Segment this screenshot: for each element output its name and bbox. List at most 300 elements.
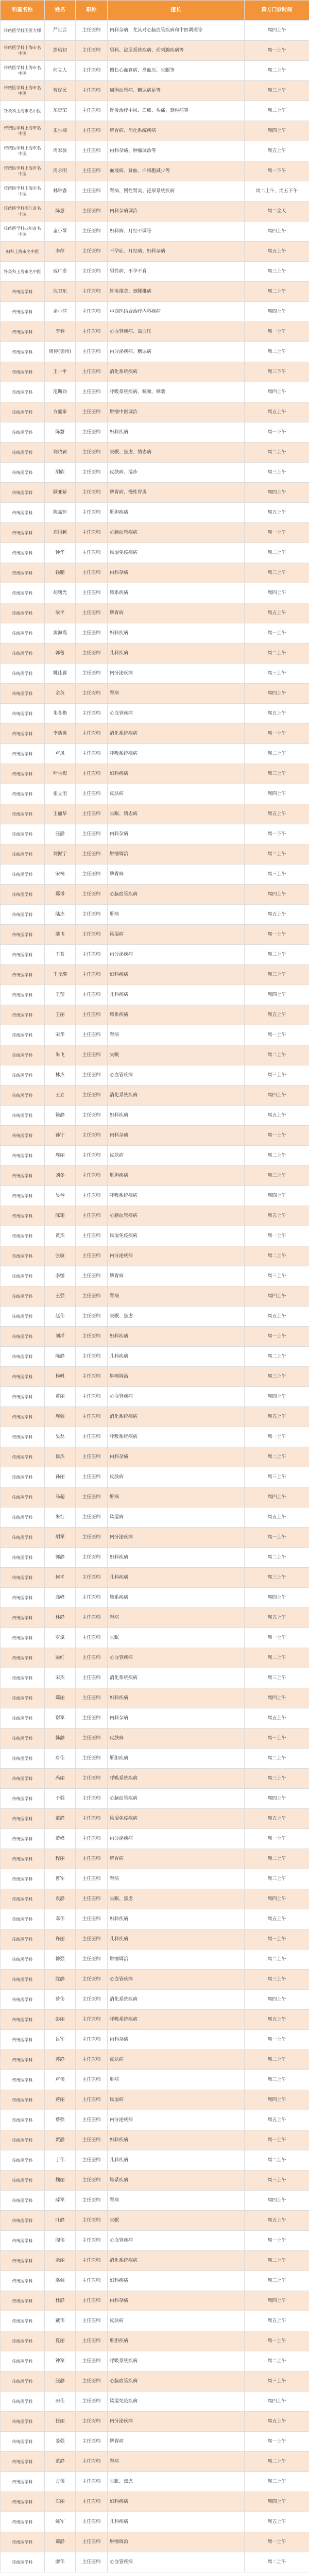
title-cell: 主任医师	[76, 664, 108, 684]
specialty-cell: 失眠	[108, 2211, 245, 2231]
doctor-name-cell: 苏静	[45, 2050, 76, 2070]
clinic-time-cell: 周二上午	[245, 1347, 309, 1367]
doctor-name-cell: 丁伟	[45, 2150, 76, 2171]
department-cell: 传统医学科	[1, 1688, 45, 1708]
department-cell: 传统医学科上海市名中医	[1, 61, 45, 81]
title-cell: 主任医师	[76, 1086, 108, 1106]
title-cell: 主任医师	[76, 222, 108, 242]
department-cell: 传统医学科	[1, 623, 45, 643]
specialty-cell: 儿科疾病	[108, 2512, 245, 2532]
doctor-name-cell: 方伟	[45, 2472, 76, 2492]
doctor-name-cell: 王丽华	[45, 804, 76, 824]
table-row	[1, 161, 309, 181]
clinic-time-cell: 周二上午	[245, 2452, 309, 2472]
clinic-time-cell: 周五上午	[245, 2311, 309, 2331]
clinic-time-cell: 周二上午	[245, 1749, 309, 1769]
title-cell: 主任医师	[76, 1909, 108, 1929]
table-row	[1, 2412, 309, 2432]
specialty-cell: 内科杂病，尤其对心脑血管疾病和中医调理等	[108, 21, 245, 41]
table-row	[1, 1367, 309, 1387]
doctor-name-cell: 袁静	[45, 1889, 76, 1909]
specialty-cell: 风湿病	[108, 1507, 245, 1528]
department-cell: 传统医学科	[1, 1045, 45, 1065]
specialty-cell: 心血管疾病	[108, 1970, 245, 1990]
department-cell: 传统医学科	[1, 543, 45, 563]
doctor-name-cell: 卢伟	[45, 2070, 76, 2090]
clinic-time-cell: 周五上午	[245, 1608, 309, 1628]
department-cell: 传统医学科	[1, 2331, 45, 2351]
clinic-time-cell: 周二上午	[245, 2150, 309, 2171]
table-row	[1, 684, 309, 704]
doctor-name-cell: 郑博	[45, 885, 76, 905]
title-cell: 主任医师	[76, 804, 108, 824]
table-row	[1, 181, 309, 201]
table-row	[1, 784, 309, 804]
table-row	[1, 664, 309, 684]
department-cell: 传统医学科	[1, 1286, 45, 1307]
title-cell: 主任医师	[76, 101, 108, 121]
department-cell: 传统医学科	[1, 865, 45, 885]
specialty-cell: 内分泌疾病	[108, 1829, 245, 1849]
clinic-time-cell: 周一上午	[245, 1126, 309, 1146]
table-row	[1, 1447, 309, 1467]
clinic-time-cell: 周五上午	[245, 1507, 309, 1528]
department-cell: 传统医学科	[1, 2452, 45, 2472]
department-cell: 传统医学科	[1, 1387, 45, 1407]
department-cell: 传统医学科	[1, 1990, 45, 2010]
department-cell: 传统医学科	[1, 965, 45, 985]
table-row	[1, 1869, 309, 1889]
doctor-name-cell: 王丘瑛	[45, 965, 76, 985]
doctor-name-cell: 陈意	[45, 201, 76, 222]
specialty-cell: 肺系疾病	[108, 1005, 245, 1025]
table-row	[1, 1186, 309, 1206]
specialty-cell: 皮肤病	[108, 2050, 245, 2070]
department-cell: 传统医学科	[1, 443, 45, 463]
clinic-time-cell: 周二上午	[245, 443, 309, 463]
title-cell: 主任医师	[76, 2452, 108, 2472]
table-row	[1, 322, 309, 342]
department-cell: 传统医学科上海市名中医	[1, 141, 45, 161]
doctor-name-cell: 黄海霞	[45, 623, 76, 643]
title-cell: 主任医师	[76, 322, 108, 342]
table-row	[1, 744, 309, 764]
specialty-cell: 呼吸系统疾病	[108, 1427, 245, 1447]
table-row	[1, 1568, 309, 1588]
title-cell: 主任医师	[76, 865, 108, 885]
department-cell: 传统医学科	[1, 2171, 45, 2191]
department-cell: 传统医学科	[1, 1809, 45, 1829]
department-cell: 传统医学科	[1, 1226, 45, 1246]
table-row	[1, 704, 309, 724]
clinic-time-cell: 周三上午	[245, 1266, 309, 1286]
department-cell: 传统医学科	[1, 764, 45, 784]
specialty-cell: 针灸治疗中风、面瘫、头痛、颈椎病等	[108, 101, 245, 121]
doctor-name-cell: 吕军	[45, 2030, 76, 2050]
specialty-cell: 男科、泌尿系统疾病、前列腺疾病等	[108, 41, 245, 61]
title-cell: 主任医师	[76, 503, 108, 523]
department-cell: 传统医学科	[1, 885, 45, 905]
table-row	[1, 2271, 309, 2291]
clinic-time-cell: 周四上午	[245, 1487, 309, 1507]
doctor-name-cell: 余英	[45, 684, 76, 704]
table-row	[1, 1025, 309, 1045]
title-cell: 主任医师	[76, 2392, 108, 2412]
table-row	[1, 141, 309, 161]
clinic-time-cell: 周五上午	[245, 1005, 309, 1025]
doctor-name-cell: 汪静	[45, 824, 76, 844]
title-cell: 主任医师	[76, 563, 108, 583]
table-row	[1, 2070, 309, 2090]
table-row	[1, 1065, 309, 1086]
doctor-name-cell: 汪静	[45, 2371, 76, 2392]
table-row	[1, 1487, 309, 1507]
clinic-time-cell: 周五上午	[245, 1307, 309, 1327]
header-specialty: 擅长	[108, 1, 245, 21]
specialty-cell: 妇科疾病	[108, 2130, 245, 2150]
table-row	[1, 2331, 309, 2351]
clinic-time-cell: 周三上午	[245, 764, 309, 784]
department-cell: 传统医学科	[1, 2110, 45, 2130]
table-row	[1, 563, 309, 583]
department-cell: 传统医学科	[1, 824, 45, 844]
clinic-time-cell: 周三上午	[245, 2171, 309, 2191]
table-row	[1, 1146, 309, 1166]
specialty-cell: 脾胃病、慢性胃炎	[108, 483, 245, 503]
department-cell: 传统医学科	[1, 1909, 45, 1929]
doctor-name-cell: 陆杰	[45, 905, 76, 925]
department-cell: 传统医学科	[1, 2070, 45, 2090]
clinic-time-cell: 周四上午	[245, 1688, 309, 1708]
title-cell: 主任医师	[76, 2291, 108, 2311]
specialty-cell: 儿科疾病	[108, 1347, 245, 1367]
specialty-cell: 肾病	[108, 1869, 245, 1889]
clinic-time-cell: 周三上午	[245, 2472, 309, 2492]
specialty-cell: 妇科疾病	[108, 1106, 245, 1126]
title-cell: 主任医师	[76, 1728, 108, 1749]
table-row	[1, 1467, 309, 1487]
clinic-time-cell: 周一上午	[245, 1528, 309, 1548]
specialty-cell: 脾胃病	[108, 603, 245, 623]
table-row	[1, 2110, 309, 2130]
doctor-name-cell: 唐伟	[45, 1749, 76, 1769]
table-row	[1, 1407, 309, 1427]
doctor-name-cell: 董静	[45, 1809, 76, 1829]
specialty-cell: 妇科疾病	[108, 422, 245, 443]
table-row	[1, 1005, 309, 1025]
table-row	[1, 1789, 309, 1809]
department-cell: 传统医学科四川省名中医	[1, 222, 45, 242]
doctor-name-cell: 程丽	[45, 1849, 76, 1869]
department-cell: 传统医学科	[1, 2251, 45, 2271]
department-cell: 传统医学科	[1, 2392, 45, 2412]
doctor-name-cell: 田伟	[45, 2392, 76, 2412]
specialty-cell: 心血管疾病	[108, 1387, 245, 1407]
department-cell: 传统医学科	[1, 1668, 45, 1688]
table-row	[1, 2171, 309, 2191]
table-row	[1, 121, 309, 141]
department-cell: 传统医学科	[1, 463, 45, 483]
department-cell: 传统医学科	[1, 1307, 45, 1327]
title-cell: 主任医师	[76, 2371, 108, 2392]
title-cell: 主任医师	[76, 744, 108, 764]
doctor-name-cell: 周家骏	[45, 141, 76, 161]
clinic-time-cell: 周四上午	[245, 302, 309, 322]
table-row	[1, 844, 309, 865]
specialty-cell: 妇科疾病	[108, 1688, 245, 1708]
table-row	[1, 422, 309, 443]
title-cell: 主任医师	[76, 1608, 108, 1628]
clinic-time-cell: 周一上午	[245, 41, 309, 61]
title-cell: 主任医师	[76, 2351, 108, 2371]
title-cell: 主任医师	[76, 985, 108, 1005]
doctor-name-cell: 胡曙光	[45, 583, 76, 603]
doctor-name-cell: 杨帆	[45, 1367, 76, 1387]
title-cell: 主任医师	[76, 362, 108, 382]
title-cell: 主任医师	[76, 2211, 108, 2231]
title-cell: 主任医师	[76, 2251, 108, 2271]
specialty-cell: 心脑血管疾病	[108, 885, 245, 905]
clinic-time-cell: 周五上午	[245, 804, 309, 824]
table-row	[1, 905, 309, 925]
doctor-name-cell: 宋杰	[45, 1668, 76, 1688]
title-cell: 主任医师	[76, 242, 108, 262]
table-row	[1, 443, 309, 463]
table-row	[1, 1548, 309, 1568]
clinic-time-cell: 周二上午	[245, 2351, 309, 2371]
header-title: 职称	[76, 1, 108, 21]
title-cell: 主任医师	[76, 844, 108, 865]
title-cell: 主任医师	[76, 1889, 108, 1909]
specialty-cell: 妇科疾病	[108, 623, 245, 643]
table-row	[1, 2150, 309, 2171]
specialty-cell: 儿科疾病	[108, 643, 245, 664]
specialty-cell: 儿科疾病	[108, 1568, 245, 1588]
table-row	[1, 583, 309, 603]
clinic-time-cell: 周五上午	[245, 2512, 309, 2532]
department-cell: 传统医学科	[1, 402, 45, 422]
clinic-time-cell: 周四上午	[245, 985, 309, 1005]
title-cell: 主任医师	[76, 282, 108, 302]
department-cell: 传统医学科	[1, 483, 45, 503]
title-cell: 主任医师	[76, 1970, 108, 1990]
clinic-time-cell: 周四上午	[245, 1086, 309, 1106]
doctor-name-cell: 石丽	[45, 2492, 76, 2512]
clinic-time-cell: 周二上午	[245, 1447, 309, 1467]
specialty-cell: 不孕症、月经病、妇科杂病	[108, 242, 245, 262]
department-cell: 传统医学科	[1, 1407, 45, 1427]
doctor-name-cell: 张立旭	[45, 784, 76, 804]
table-row	[1, 2311, 309, 2331]
doctor-name-cell: 陈嘉恒	[45, 503, 76, 523]
table-row	[1, 2130, 309, 2150]
title-cell: 主任医师	[76, 41, 108, 61]
specialty-cell: 风湿病	[108, 2090, 245, 2110]
specialty-cell: 消化系统疾病	[108, 362, 245, 382]
doctor-name-cell: 童小琴	[45, 222, 76, 242]
specialty-cell: 内分泌疾病	[108, 945, 245, 965]
table-row	[1, 1327, 309, 1347]
table-row	[1, 1648, 309, 1668]
department-cell: 传统医学科	[1, 1327, 45, 1347]
department-cell: 传统医学科	[1, 2512, 45, 2532]
doctor-name-cell: 王丽	[45, 1005, 76, 1025]
doctor-name-cell: 于强	[45, 1789, 76, 1809]
table-row	[1, 1728, 309, 1749]
department-cell: 传统医学科	[1, 1608, 45, 1628]
table-row	[1, 2090, 309, 2110]
table-row	[1, 1628, 309, 1648]
department-cell: 传统医学科上海市名中医	[1, 161, 45, 181]
clinic-time-cell: 周五上午	[245, 905, 309, 925]
title-cell: 主任医师	[76, 1427, 108, 1447]
title-cell: 主任医师	[76, 543, 108, 563]
clinic-time-cell: 周五上午	[245, 1407, 309, 1427]
title-cell: 主任医师	[76, 1568, 108, 1588]
clinic-time-cell: 周一上午	[245, 2432, 309, 2452]
clinic-time-cell: 周二上午	[245, 1849, 309, 1869]
specialty-cell: 肾病	[108, 1286, 245, 1307]
title-cell: 主任医师	[76, 141, 108, 161]
clinic-time-cell: 周一上午	[245, 1929, 309, 1950]
table-row	[1, 1950, 309, 1970]
clinic-time-cell: 周四上午	[245, 382, 309, 402]
clinic-time-cell: 周二上午，周五下午	[245, 181, 309, 201]
specialty-cell: 内科杂病	[108, 2030, 245, 2050]
doctor-name-cell: 李幼英	[45, 724, 76, 744]
specialty-cell: 脾胃病	[108, 1266, 245, 1286]
title-cell: 主任医师	[76, 1447, 108, 1467]
title-cell: 主任医师	[76, 382, 108, 402]
table-row	[1, 2371, 309, 2392]
doctor-name-cell: 钟华	[45, 543, 76, 563]
department-cell: 传统医学科国医大师	[1, 21, 45, 41]
table-row	[1, 2392, 309, 2412]
doctor-name-cell: 钟军	[45, 2351, 76, 2371]
specialty-cell: 消化系统疾病	[108, 724, 245, 744]
specialty-cell: 呼吸系统疾病	[108, 2010, 245, 2030]
table-row	[1, 503, 309, 523]
title-cell: 主任医师	[76, 1407, 108, 1427]
table-row	[1, 1929, 309, 1950]
clinic-time-cell: 周一上午	[245, 2532, 309, 2552]
title-cell: 主任医师	[76, 1166, 108, 1186]
specialty-cell: 妇科疾病	[108, 2492, 245, 2512]
clinic-time-cell: 周三上午	[245, 2371, 309, 2392]
department-cell: 传统医学科	[1, 945, 45, 965]
table-row	[1, 1970, 309, 1990]
specialty-cell: 内分泌疾病	[108, 1528, 245, 1548]
table-row	[1, 2512, 309, 2532]
table-row	[1, 985, 309, 1005]
doctor-name-cell: 吴琴	[45, 1186, 76, 1206]
table-row	[1, 1206, 309, 1226]
department-cell: 传统医学科	[1, 1708, 45, 1728]
specialty-cell: 妇科疾病	[108, 1909, 245, 1929]
clinic-time-cell: 周三上午	[245, 1065, 309, 1086]
title-cell: 主任医师	[76, 2492, 108, 2512]
specialty-cell: 风湿免疫疾病	[108, 2392, 245, 2412]
title-cell: 主任医师	[76, 1286, 108, 1307]
specialty-cell: 脾胃病	[108, 2432, 245, 2452]
table-row	[1, 282, 309, 302]
department-cell: 传统医学科	[1, 1648, 45, 1668]
specialty-cell: 心血管疾病	[108, 704, 245, 724]
department-cell: 传统医学科	[1, 2130, 45, 2150]
table-row	[1, 643, 309, 664]
clinic-time-cell: 周三上午	[245, 1166, 309, 1186]
doctor-name-cell: 冯丽	[45, 1769, 76, 1789]
specialty-cell: 肺系疾病	[108, 583, 245, 603]
department-cell: 传统医学科	[1, 563, 45, 583]
title-cell: 主任医师	[76, 2150, 108, 2171]
department-cell: 传统医学科	[1, 302, 45, 322]
title-cell: 主任医师	[76, 603, 108, 623]
clinic-time-cell: 周二上午	[245, 1246, 309, 1266]
clinic-time-cell: 周一上午	[245, 925, 309, 945]
table-row	[1, 463, 309, 483]
department-cell: 针灸科上海市名中医	[1, 262, 45, 282]
clinic-time-cell: 周一上午	[245, 1728, 309, 1749]
table-row	[1, 1528, 309, 1548]
title-cell: 主任医师	[76, 1266, 108, 1286]
department-cell: 传统医学科	[1, 603, 45, 623]
specialty-cell: 针灸推拿、颈腰椎病	[108, 282, 245, 302]
doctor-name-cell: 余小萍	[45, 302, 76, 322]
clinic-time-cell: 周二上午	[245, 61, 309, 81]
clinic-time-cell: 周二上午	[245, 2251, 309, 2271]
specialty-cell: 内科杂病	[108, 2291, 245, 2311]
clinic-time-cell: 周五上午	[245, 1708, 309, 1728]
header-time: 黄方门诊时间	[245, 1, 309, 21]
specialty-cell: 皮肤病	[108, 1146, 245, 1166]
table-row	[1, 925, 309, 945]
table-row	[1, 2492, 309, 2512]
title-cell: 主任医师	[76, 1588, 108, 1608]
department-cell: 传统医学科	[1, 1749, 45, 1769]
specialty-cell: 肾病	[108, 1608, 245, 1628]
table-row	[1, 1507, 309, 1528]
department-cell: 传统医学科	[1, 1628, 45, 1648]
table-row	[1, 1427, 309, 1447]
title-cell: 主任医师	[76, 643, 108, 664]
clinic-time-cell: 周二上午	[245, 744, 309, 764]
clinic-time-cell: 周一上午	[245, 523, 309, 543]
doctor-name-cell: 林钟香	[45, 181, 76, 201]
specialty-cell: 内分泌疾病	[108, 2412, 245, 2432]
table-row	[1, 885, 309, 905]
clinic-time-cell: 周五上午	[245, 503, 309, 523]
specialty-cell: 内科杂病、肿瘤调治等	[108, 141, 245, 161]
table-row	[1, 41, 309, 61]
specialty-cell: 肿瘤调治	[108, 844, 245, 865]
title-cell: 主任医师	[76, 2130, 108, 2150]
department-cell: 传统医学科	[1, 1266, 45, 1286]
clinic-time-cell: 周三上午	[245, 1668, 309, 1688]
department-cell: 传统医学科	[1, 1487, 45, 1507]
doctor-name-cell: 朱红	[45, 1507, 76, 1528]
doctor-name-cell: 胡欣	[45, 463, 76, 483]
department-cell: 传统医学科	[1, 382, 45, 402]
doctor-name-cell: 李萍	[45, 242, 76, 262]
specialty-cell: 失眠、焦虑、情志病	[108, 443, 245, 463]
department-cell: 传统医学科	[1, 804, 45, 824]
table-row	[1, 1387, 309, 1407]
table-row	[1, 824, 309, 844]
doctor-name-cell: 萧峰	[45, 1829, 76, 1849]
title-cell: 主任医师	[76, 1467, 108, 1487]
department-cell: 传统医学科	[1, 724, 45, 744]
